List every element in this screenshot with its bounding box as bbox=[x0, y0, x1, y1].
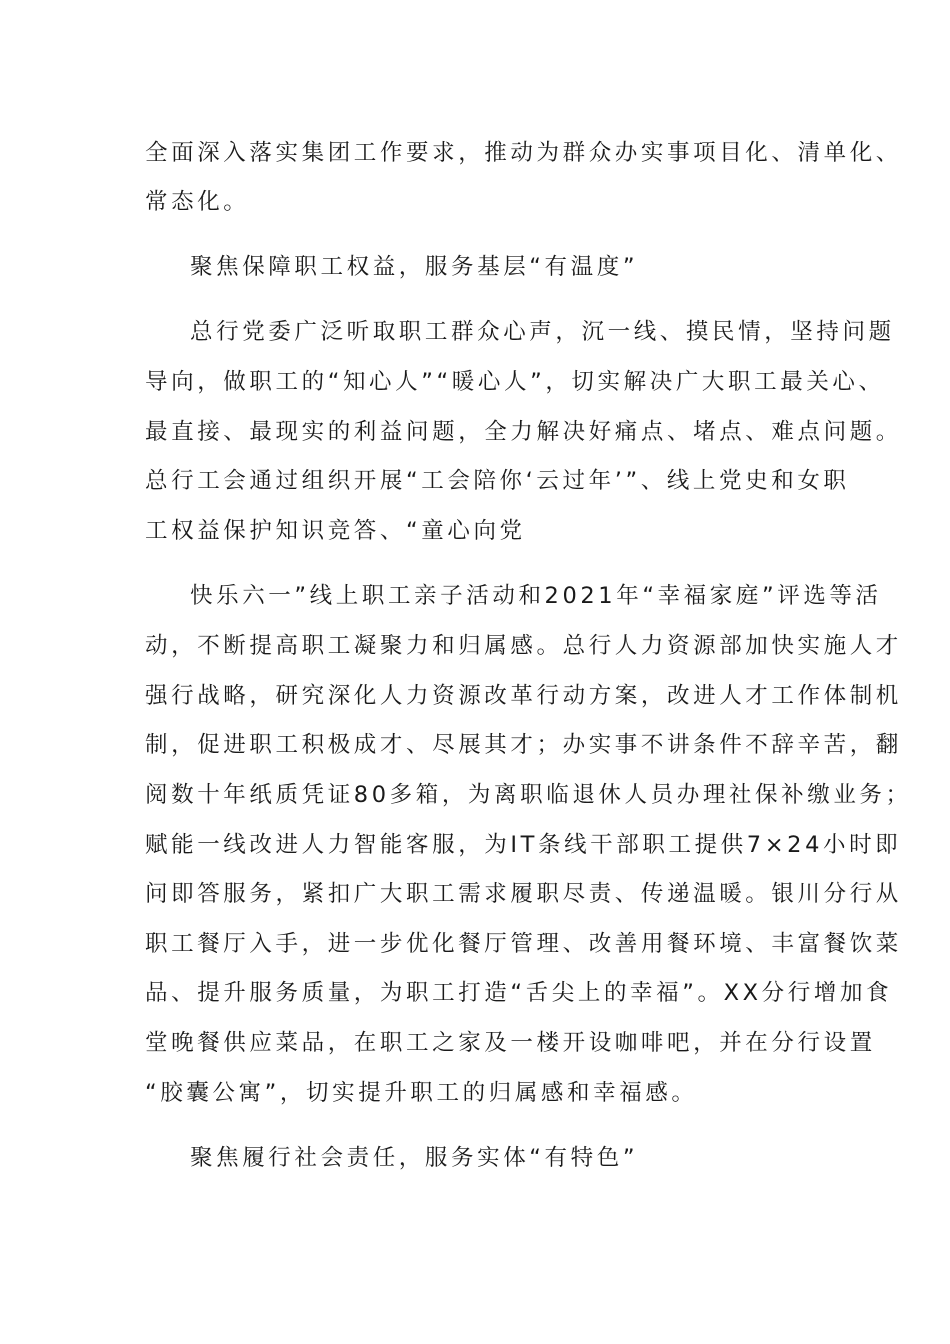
text-line: 工权益保护知识竞答、“童心向党 bbox=[145, 518, 526, 544]
text-line: 制，促进职工积极成才、尽展其才；办实事不讲条件不辞辛苦，翻 bbox=[145, 732, 902, 758]
text-line: 强行战略，研究深化人力资源改革行动方案，改进人才工作体制机 bbox=[145, 683, 902, 709]
text-line: 快乐六一”线上职工亲子活动和2021年“幸福家庭”评选等活 bbox=[190, 583, 882, 609]
text-line: 品、提升服务质量，为职工打造“舌尖上的幸福”。XX分行增加食 bbox=[145, 980, 893, 1006]
text-line: 堂晚餐供应菜品，在职工之家及一楼开设咖啡吧，并在分行设置 bbox=[145, 1030, 876, 1056]
text-line: 全面深入落实集团工作要求，推动为群众办实事项目化、清单化、 bbox=[145, 140, 902, 166]
text-line: 赋能一线改进人力智能客服，为IT条线干部职工提供7×24小时即 bbox=[145, 832, 902, 858]
text-line: 导向，做职工的“知心人”“暖心人”，切实解决广大职工最关心、 bbox=[145, 369, 885, 395]
text-line: 问即答服务，紧扣广大职工需求履职尽责、传递温暖。银川分行从 bbox=[145, 881, 902, 907]
text-line: 阅数十年纸质凭证80多箱，为离职临退休人员办理社保补缴业务； bbox=[145, 782, 912, 808]
text-line: 总行工会通过组织开展“工会陪你‘云过年’”、线上党史和女职 bbox=[145, 468, 850, 494]
text-line: 总行党委广泛听取职工群众心声，沉一线、摸民情，坚持问题 bbox=[190, 319, 895, 345]
text-line: 最直接、最现实的利益问题，全力解决好痛点、堵点、难点问题。 bbox=[145, 419, 902, 445]
text-line: 动，不断提高职工凝聚力和归属感。总行人力资源部加快实施人才 bbox=[145, 633, 902, 659]
text-line: 常态化。 bbox=[145, 189, 250, 215]
text-line: 职工餐厅入手，进一步优化餐厅管理、改善用餐环境、丰富餐饮菜 bbox=[145, 931, 902, 957]
section-heading: 聚焦保障职工权益，服务基层“有温度” bbox=[190, 254, 639, 280]
section-heading: 聚焦履行社会责任，服务实体“有特色” bbox=[190, 1145, 639, 1171]
text-line: “胶囊公寓”，切实提升职工的归属感和幸福感。 bbox=[145, 1080, 698, 1106]
